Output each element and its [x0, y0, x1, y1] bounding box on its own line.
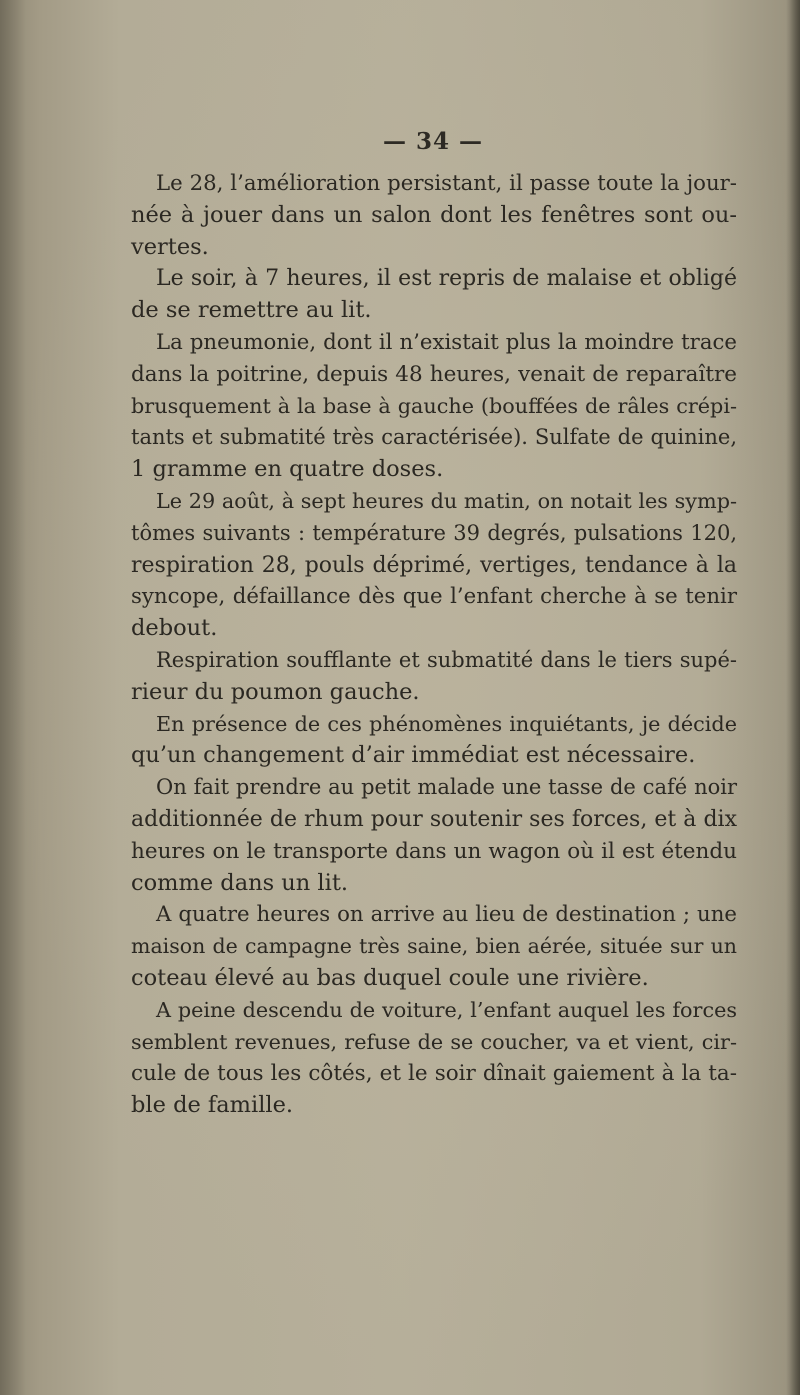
text-line: Respiration soufflante et submatité dans le tiers supé- — [156, 647, 737, 672]
text-line: semblent revenues, refuse de se coucher, va et vient, cir- — [131, 1029, 737, 1054]
text-line: En présence de ces phénomènes inquiétants, je décide — [156, 711, 737, 736]
body-text — [131, 168, 737, 1122]
text-line: maison de campagne très saine, bien aérée, située sur un — [131, 934, 737, 959]
text-line: coteau élevé au bas duquel coule une rivière. — [131, 964, 649, 991]
text-line: rieur du poumon gauche. — [131, 678, 420, 705]
text-line: ble de famille. — [131, 1092, 294, 1119]
text-line: respiration 28, pouls déprimé, vertiges, tendance à la — [131, 552, 737, 578]
text-line: La pneumonie, dont il n’existait plus la moindre trace — [156, 329, 737, 355]
text-line: née à jouer dans un salon dont les fenêtres sont ou- — [131, 201, 737, 228]
text-line: dans la poitrine, depuis 48 heures, venait de reparaître — [131, 361, 737, 387]
text-line: qu’un changement d’air immédiat est nécessaire. — [131, 742, 696, 769]
text-line: tômes suivants : température 39 degrés, pulsations 120, — [131, 520, 737, 545]
text-line: Le soir, à 7 heures, il est repris de malaise et obligé — [156, 266, 737, 292]
page-number: — 34 — — [382, 128, 484, 155]
text-line: additionnée de rhum pour soutenir ses forces, et à dix — [131, 806, 737, 832]
text-line: tants et submatité très caractérisée). Sulfate de quinine, — [131, 425, 737, 450]
text-line: Le 28, l’amélioration persistant, il passe toute la jour- — [156, 171, 737, 196]
text-line: brusquement à la base à gauche (bouffées de râles crépi- — [131, 393, 737, 418]
text-line: heures on le transporte dans un wagon où il est étendu — [131, 838, 737, 864]
text-line: de se remettre au lit. — [131, 297, 372, 324]
text-line: Le 29 août, à sept heures du matin, on notait les symp- — [156, 488, 737, 513]
text-line: cule de tous les côtés, et le soir dînait gaiement à la ta- — [131, 1061, 737, 1087]
text-line: A quatre heures on arrive au lieu de destination ; une — [156, 902, 737, 928]
text-line: syncope, défaillance dès que l’enfant cherche à se tenir — [131, 584, 737, 610]
text-line: On fait prendre au petit malade une tasse de café noir — [156, 775, 737, 800]
text-line: 1 gramme en quatre doses. — [131, 456, 444, 483]
text-line: A peine descendu de voiture, l’enfant auquel les forces — [156, 997, 737, 1022]
text-line: vertes. — [131, 233, 209, 260]
text-line: comme dans un lit. — [131, 869, 349, 896]
text-line: debout. — [131, 615, 218, 642]
